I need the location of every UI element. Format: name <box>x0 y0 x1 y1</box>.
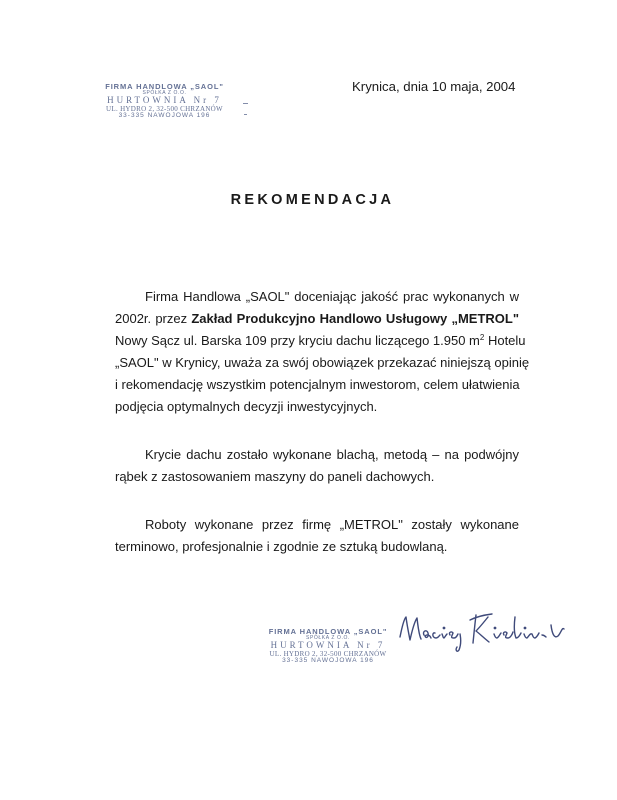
paragraph-line <box>115 308 519 330</box>
paragraph-line <box>115 330 526 352</box>
text-segment: 2002r. przez <box>115 311 188 326</box>
paragraph-line: Krycie dachu zostało wykonane blachą, metodą – na podwójny <box>145 447 519 462</box>
stamp-company-name: FIRMA HANDLOWA „SAOL" <box>105 82 224 91</box>
signature-strokes <box>400 614 564 651</box>
handwritten-signature <box>396 605 576 660</box>
stamp-company-name: FIRMA HANDLOWA „SAOL" <box>268 627 388 636</box>
document-date: Krynica, dnia 10 maja, 2004 <box>352 79 516 94</box>
stamp-dash-mark <box>243 103 248 104</box>
paragraph-work-quality <box>115 514 519 558</box>
contractor-name: Zakład Produkcyjno Handlowo Usługowy „METROL" <box>191 311 519 326</box>
paragraph-roof-method <box>115 444 519 488</box>
paragraph-recommendation <box>115 286 530 418</box>
company-stamp-top <box>82 83 247 120</box>
paragraph-line: podjęcia optymalnych decyzji inwestycyjnych. <box>115 399 378 414</box>
stamp-business-kind: HURTOWNIA Nr 7 <box>107 95 222 106</box>
text-segment: Hotelu <box>484 333 526 348</box>
company-stamp-bottom <box>243 628 413 665</box>
stamp-address-line-2: 33-335 NAWOJOWA 196 <box>282 656 374 664</box>
text-segment: Nowy Sącz ul. Barska 109 przy kryciu dachu liczącego 1.950 m <box>115 333 480 348</box>
document-title: REKOMENDACJA <box>230 192 395 208</box>
stamp-dash-mark <box>244 114 247 115</box>
stamp-business-kind: HURTOWNIA Nr 7 <box>270 640 386 651</box>
superscript: 2 <box>479 333 485 342</box>
signature-drawing <box>396 605 576 660</box>
paragraph-line: „SAOL" w Krynicy, uważa za swój obowiązek przekazać niniejszą opinię <box>115 355 530 370</box>
stamp-address-line-2: 33-335 NAWOJOWA 196 <box>118 111 211 119</box>
paragraph-line: terminowo, profesjonalnie i zgodnie ze sztuką budowlaną. <box>115 539 448 554</box>
paragraph-line: Firma Handlowa „SAOL" doceniając jakość prac wykonanych w <box>145 289 519 304</box>
paragraph-line: rąbek z zastosowaniem maszyny do paneli dachowych. <box>115 469 435 484</box>
paragraph-line: i rekomendację wszystkim potencjalnym inwestorom, celem ułatwienia <box>115 377 520 392</box>
stamp-address-line-1: UL. HYDRO 2, 32-500 CHRZANÓW <box>106 104 223 113</box>
stamp-legal-form: SPÓŁKA Z O.O. <box>142 89 187 96</box>
stamp-legal-form: SPÓŁKA Z O.O. <box>306 634 350 641</box>
stamp-address-line-1: UL. HYDRO 2, 32-500 CHRZANÓW <box>269 649 387 658</box>
paragraph-line: Roboty wykonane przez firmę „METROL" zostały wykonane <box>145 517 519 532</box>
